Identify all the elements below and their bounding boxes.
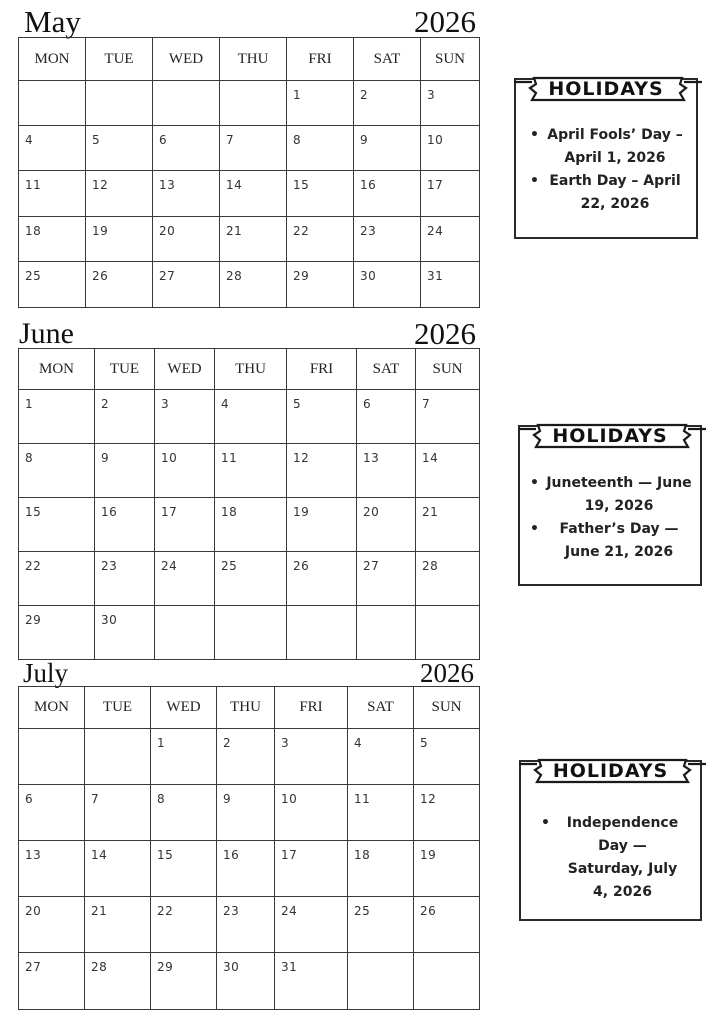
weekday-header: SUN bbox=[421, 38, 480, 81]
day-cell: 10 bbox=[155, 444, 215, 498]
bullet-icon: • bbox=[530, 173, 539, 189]
weekday-header-row bbox=[19, 687, 480, 729]
holiday-list bbox=[522, 472, 700, 564]
day-cell: 6 bbox=[357, 390, 416, 444]
week-row bbox=[19, 841, 480, 897]
day-cell: 26 bbox=[86, 262, 153, 308]
holidays-box-may bbox=[514, 78, 698, 239]
day-cell: 25 bbox=[19, 262, 86, 308]
day-cell: 7 bbox=[416, 390, 480, 444]
bullet-icon: • bbox=[541, 815, 550, 831]
day-cell bbox=[19, 729, 85, 785]
day-cell: 8 bbox=[19, 444, 95, 498]
day-cell: 30 bbox=[95, 606, 155, 660]
weekday-header: WED bbox=[153, 38, 220, 81]
weekday-header-row bbox=[19, 349, 480, 390]
day-cell: 11 bbox=[19, 171, 86, 217]
week-row bbox=[19, 897, 480, 953]
holidays-title: HOLIDAYS bbox=[552, 425, 668, 447]
day-cell: 1 bbox=[19, 390, 95, 444]
holiday-item: • April Fools’ Day – April 1, 2026 bbox=[524, 124, 690, 170]
week-row bbox=[19, 953, 480, 1010]
day-cell: 1 bbox=[287, 81, 354, 126]
week-row bbox=[19, 262, 480, 308]
day-cell: 18 bbox=[215, 498, 287, 552]
day-cell bbox=[287, 606, 357, 660]
weekday-header: FRI bbox=[287, 38, 354, 81]
day-cell: 19 bbox=[414, 841, 480, 897]
day-cell: 1 bbox=[151, 729, 217, 785]
day-cell: 23 bbox=[95, 552, 155, 606]
weekday-header: SAT bbox=[348, 687, 414, 729]
day-cell: 15 bbox=[19, 498, 95, 552]
weekday-header: SAT bbox=[357, 349, 416, 390]
day-cell: 3 bbox=[155, 390, 215, 444]
day-cell: 10 bbox=[275, 785, 348, 841]
day-cell: 19 bbox=[86, 217, 153, 262]
weekday-header-row bbox=[19, 38, 480, 81]
weekday-header: SUN bbox=[414, 687, 480, 729]
weekday-header: THU bbox=[217, 687, 275, 729]
day-cell: 4 bbox=[19, 126, 86, 171]
day-cell: 17 bbox=[421, 171, 480, 217]
weekday-header: FRI bbox=[275, 687, 348, 729]
day-cell bbox=[153, 81, 220, 126]
day-cell: 22 bbox=[151, 897, 217, 953]
month-name: May bbox=[24, 4, 81, 39]
day-cell: 16 bbox=[354, 171, 421, 217]
calendar-grid-june bbox=[18, 348, 480, 660]
week-row bbox=[19, 171, 480, 217]
weekday-header: THU bbox=[220, 38, 287, 81]
holidays-title: HOLIDAYS bbox=[552, 760, 669, 782]
weekday-header: WED bbox=[155, 349, 215, 390]
day-cell: 21 bbox=[220, 217, 287, 262]
day-cell bbox=[85, 729, 151, 785]
day-cell: 3 bbox=[421, 81, 480, 126]
day-cell: 20 bbox=[19, 897, 85, 953]
bullet-icon: • bbox=[530, 127, 539, 143]
day-cell: 26 bbox=[414, 897, 480, 953]
day-cell: 24 bbox=[421, 217, 480, 262]
day-cell: 9 bbox=[354, 126, 421, 171]
day-cell: 24 bbox=[275, 897, 348, 953]
day-cell: 23 bbox=[217, 897, 275, 953]
day-cell bbox=[220, 81, 287, 126]
day-cell: 23 bbox=[354, 217, 421, 262]
day-cell: 10 bbox=[421, 126, 480, 171]
day-cell: 18 bbox=[19, 217, 86, 262]
week-row bbox=[19, 81, 480, 126]
holidays-banner bbox=[518, 423, 702, 451]
week-row bbox=[19, 498, 480, 552]
day-cell bbox=[416, 606, 480, 660]
day-cell: 25 bbox=[348, 897, 414, 953]
day-cell: 8 bbox=[287, 126, 354, 171]
weekday-header: FRI bbox=[287, 349, 357, 390]
week-row bbox=[19, 126, 480, 171]
day-cell: 27 bbox=[19, 953, 85, 1010]
day-cell: 19 bbox=[287, 498, 357, 552]
day-cell: 27 bbox=[357, 552, 416, 606]
day-cell: 18 bbox=[348, 841, 414, 897]
day-cell: 29 bbox=[19, 606, 95, 660]
day-cell: 5 bbox=[414, 729, 480, 785]
day-cell: 9 bbox=[95, 444, 155, 498]
weekday-header: TUE bbox=[85, 687, 151, 729]
day-cell: 26 bbox=[287, 552, 357, 606]
weekday-header: MON bbox=[19, 38, 86, 81]
calendar-grid-july bbox=[18, 686, 480, 1010]
week-row bbox=[19, 785, 480, 841]
month-title-july bbox=[22, 660, 475, 687]
day-cell: 4 bbox=[348, 729, 414, 785]
bullet-icon: • bbox=[530, 521, 539, 537]
calendar-grid-may bbox=[18, 37, 480, 308]
week-row bbox=[19, 217, 480, 262]
day-cell: 24 bbox=[155, 552, 215, 606]
day-cell: 5 bbox=[86, 126, 153, 171]
day-cell: 17 bbox=[275, 841, 348, 897]
day-cell: 13 bbox=[19, 841, 85, 897]
day-cell: 6 bbox=[153, 126, 220, 171]
day-cell: 2 bbox=[95, 390, 155, 444]
day-cell bbox=[414, 953, 480, 1010]
weekday-header: MON bbox=[19, 349, 95, 390]
weekday-header: WED bbox=[151, 687, 217, 729]
day-cell: 11 bbox=[348, 785, 414, 841]
weekday-header: SUN bbox=[416, 349, 480, 390]
day-cell: 12 bbox=[86, 171, 153, 217]
holidays-title: HOLIDAYS bbox=[548, 78, 664, 100]
week-row bbox=[19, 729, 480, 785]
day-cell: 9 bbox=[217, 785, 275, 841]
day-cell: 28 bbox=[220, 262, 287, 308]
day-cell: 15 bbox=[287, 171, 354, 217]
day-cell: 3 bbox=[275, 729, 348, 785]
day-cell bbox=[19, 81, 86, 126]
day-cell: 31 bbox=[275, 953, 348, 1010]
week-row bbox=[19, 606, 480, 660]
holidays-banner bbox=[514, 76, 698, 104]
day-cell: 22 bbox=[19, 552, 95, 606]
holiday-item: • Juneteenth — June 19, 2026 bbox=[522, 472, 700, 518]
day-cell: 30 bbox=[354, 262, 421, 308]
weekday-header: TUE bbox=[95, 349, 155, 390]
day-cell: 21 bbox=[85, 897, 151, 953]
day-cell: 20 bbox=[153, 217, 220, 262]
day-cell: 2 bbox=[354, 81, 421, 126]
day-cell: 28 bbox=[85, 953, 151, 1010]
holidays-banner bbox=[519, 758, 702, 786]
day-cell bbox=[155, 606, 215, 660]
day-cell: 14 bbox=[416, 444, 480, 498]
day-cell: 14 bbox=[220, 171, 287, 217]
day-cell: 15 bbox=[151, 841, 217, 897]
day-cell: 29 bbox=[151, 953, 217, 1010]
day-cell: 20 bbox=[357, 498, 416, 552]
weekday-header: MON bbox=[19, 687, 85, 729]
month-year: 2026 bbox=[414, 4, 476, 39]
day-cell: 21 bbox=[416, 498, 480, 552]
month-name: June bbox=[19, 317, 74, 350]
week-row bbox=[19, 552, 480, 606]
day-cell: 12 bbox=[414, 785, 480, 841]
holiday-item: • Earth Day – April 22, 2026 bbox=[524, 170, 690, 216]
day-cell: 6 bbox=[19, 785, 85, 841]
day-cell: 5 bbox=[287, 390, 357, 444]
bullet-icon: • bbox=[530, 475, 539, 491]
week-row bbox=[19, 390, 480, 444]
day-cell: 7 bbox=[85, 785, 151, 841]
day-cell: 31 bbox=[421, 262, 480, 308]
month-title-june bbox=[18, 318, 478, 349]
weekday-header: THU bbox=[215, 349, 287, 390]
day-cell: 14 bbox=[85, 841, 151, 897]
day-cell: 11 bbox=[215, 444, 287, 498]
day-cell: 28 bbox=[416, 552, 480, 606]
day-cell: 13 bbox=[153, 171, 220, 217]
day-cell: 8 bbox=[151, 785, 217, 841]
month-year: 2026 bbox=[414, 316, 476, 351]
holidays-box-june bbox=[518, 425, 702, 586]
day-cell: 22 bbox=[287, 217, 354, 262]
day-cell bbox=[86, 81, 153, 126]
day-cell: 30 bbox=[217, 953, 275, 1010]
month-title-may bbox=[22, 4, 478, 37]
day-cell: 16 bbox=[217, 841, 275, 897]
day-cell: 2 bbox=[217, 729, 275, 785]
day-cell: 16 bbox=[95, 498, 155, 552]
day-cell: 4 bbox=[215, 390, 287, 444]
day-cell: 12 bbox=[287, 444, 357, 498]
holiday-list bbox=[529, 812, 694, 904]
holiday-item: • Independence Day — Saturday, July 4, 2026 bbox=[529, 812, 694, 904]
weekday-header: SAT bbox=[354, 38, 421, 81]
day-cell bbox=[348, 953, 414, 1010]
day-cell: 13 bbox=[357, 444, 416, 498]
day-cell: 17 bbox=[155, 498, 215, 552]
weekday-header: TUE bbox=[86, 38, 153, 81]
day-cell bbox=[357, 606, 416, 660]
month-name: July bbox=[23, 658, 69, 688]
week-row bbox=[19, 444, 480, 498]
day-cell bbox=[215, 606, 287, 660]
day-cell: 7 bbox=[220, 126, 287, 171]
holiday-list bbox=[524, 124, 690, 216]
day-cell: 29 bbox=[287, 262, 354, 308]
day-cell: 25 bbox=[215, 552, 287, 606]
holiday-item: • Father’s Day — June 21, 2026 bbox=[522, 518, 700, 564]
month-year: 2026 bbox=[420, 658, 474, 688]
holidays-box-july bbox=[519, 760, 702, 921]
day-cell: 27 bbox=[153, 262, 220, 308]
